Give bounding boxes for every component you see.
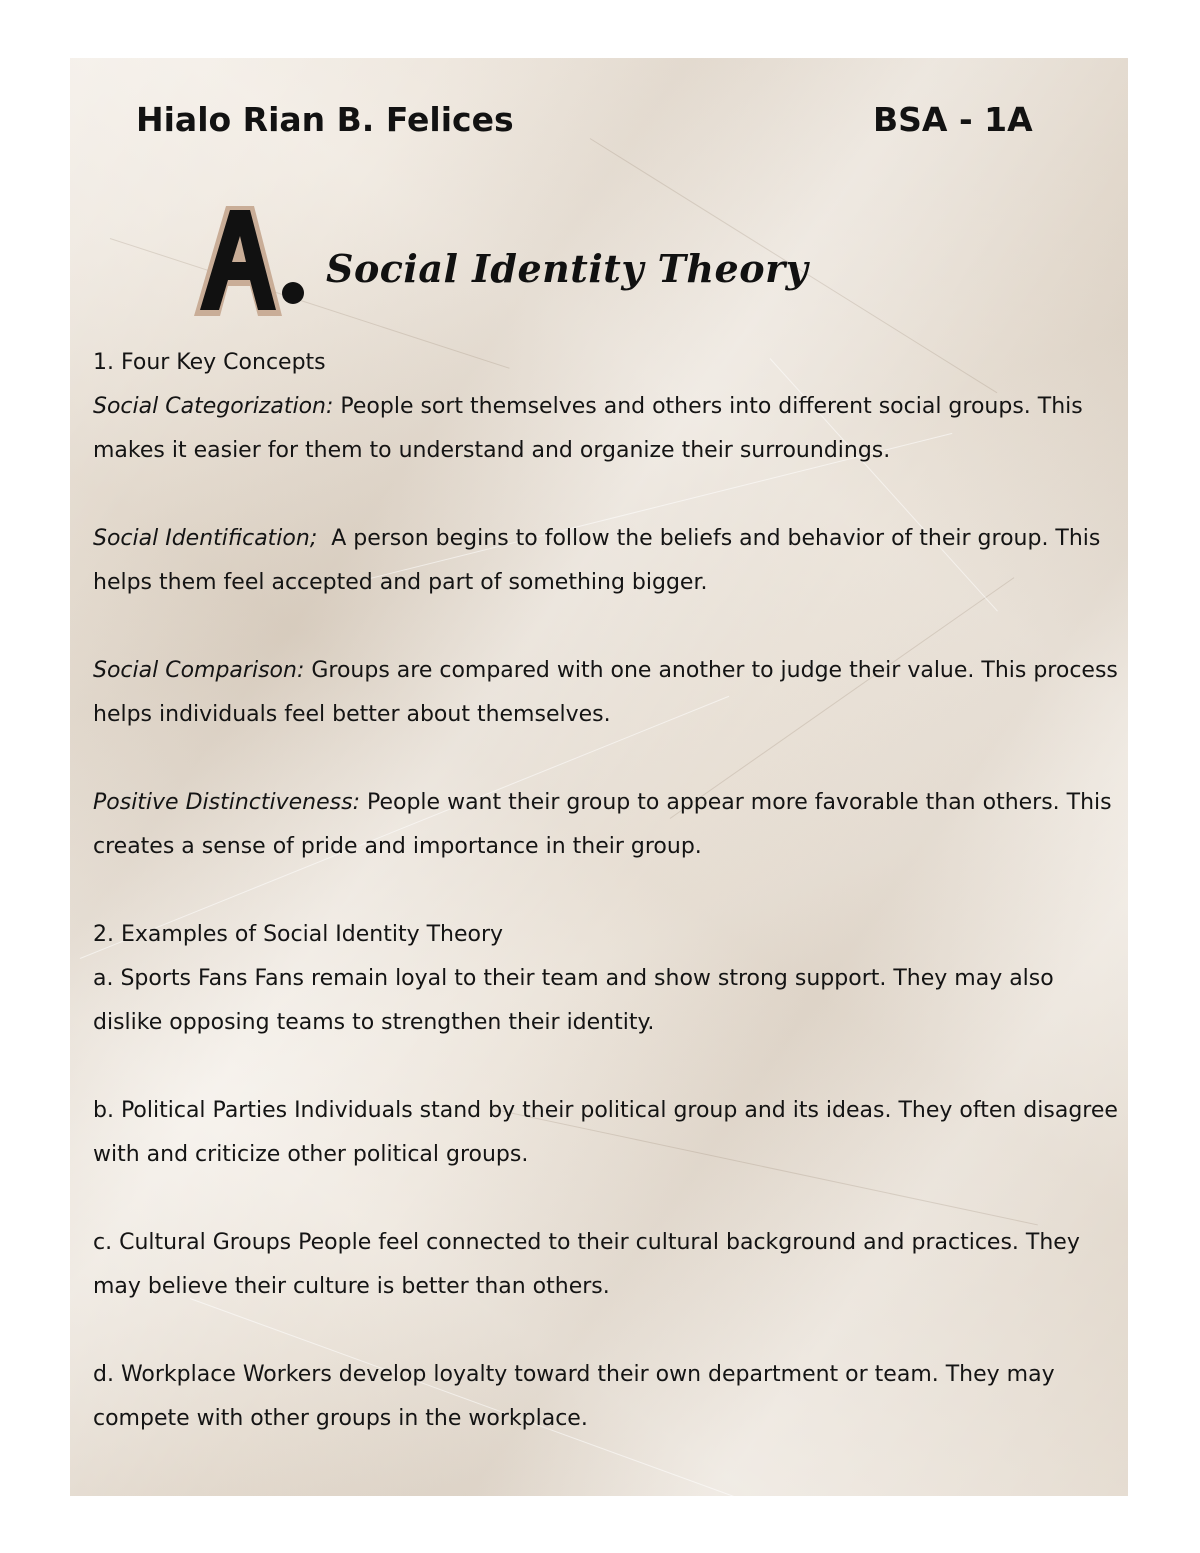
section-letter: A.: [186, 198, 187, 199]
concept-paragraph: [93, 517, 1118, 605]
concept-text: People want their group to appear more favorable than others. This creates a sense of pride and importance in their group.: [93, 790, 1112, 859]
concept-term: Social Comparison:: [93, 658, 305, 683]
paragraph-gap: [93, 1045, 1118, 1089]
paragraph-gap: [93, 1177, 1118, 1221]
class-section: BSA - 1A: [873, 100, 1033, 139]
examples-heading: 2. Examples of Social Identity Theory: [93, 922, 504, 947]
example-paragraph: c. Cultural Groups People feel connected to their cultural background and practices. They may believe their culture is better than others.: [93, 1230, 1080, 1299]
concept-paragraph: [93, 781, 1118, 869]
concept-text: Groups are compared with one another to judge their value. This process helps individuals feel better about themselves.: [93, 658, 1118, 727]
paragraph-gap: [93, 869, 1118, 913]
concept-text: A person begins to follow the beliefs and behavior of their group. This helps them feel accepted and part of something bigger.: [93, 526, 1108, 595]
paragraph-gap: [93, 1309, 1118, 1353]
document-body: [93, 341, 1118, 1441]
concept-paragraph: [93, 649, 1118, 737]
example-paragraph: a. Sports Fans Fans remain loyal to their team and show strong support. They may also dislike opposing teams to strengthen their identity.: [93, 966, 1054, 1035]
example-paragraph: d. Workplace Workers develop loyalty toward their own department or team. They may compete with other groups in the workplace.: [93, 1362, 1055, 1431]
concept-text: People sort themselves and others into different social groups. This makes it easier for them to understand and organize their surroundings.: [93, 394, 1083, 463]
concept-term: Social Categorization:: [93, 394, 334, 419]
concept-term: Positive Distinctiveness:: [93, 790, 360, 815]
section-letter-graphic: [186, 198, 316, 323]
example-paragraph: b. Political Parties Individuals stand by their political group and its ideas. They often disagree with and criticize other political groups.: [93, 1098, 1118, 1167]
concept-term: Social Identification;: [93, 526, 318, 551]
student-name: Hialo Rian B. Felices: [136, 100, 514, 139]
section-title-block: [186, 198, 906, 323]
paragraph-gap: [93, 473, 1118, 517]
concept-paragraph: [93, 385, 1118, 473]
section-title: Social Identity Theory: [326, 246, 809, 291]
letter-dot: [282, 282, 304, 304]
paragraph-gap: [93, 737, 1118, 781]
paragraph-gap: [93, 605, 1118, 649]
concepts-heading: 1. Four Key Concepts: [93, 350, 326, 375]
